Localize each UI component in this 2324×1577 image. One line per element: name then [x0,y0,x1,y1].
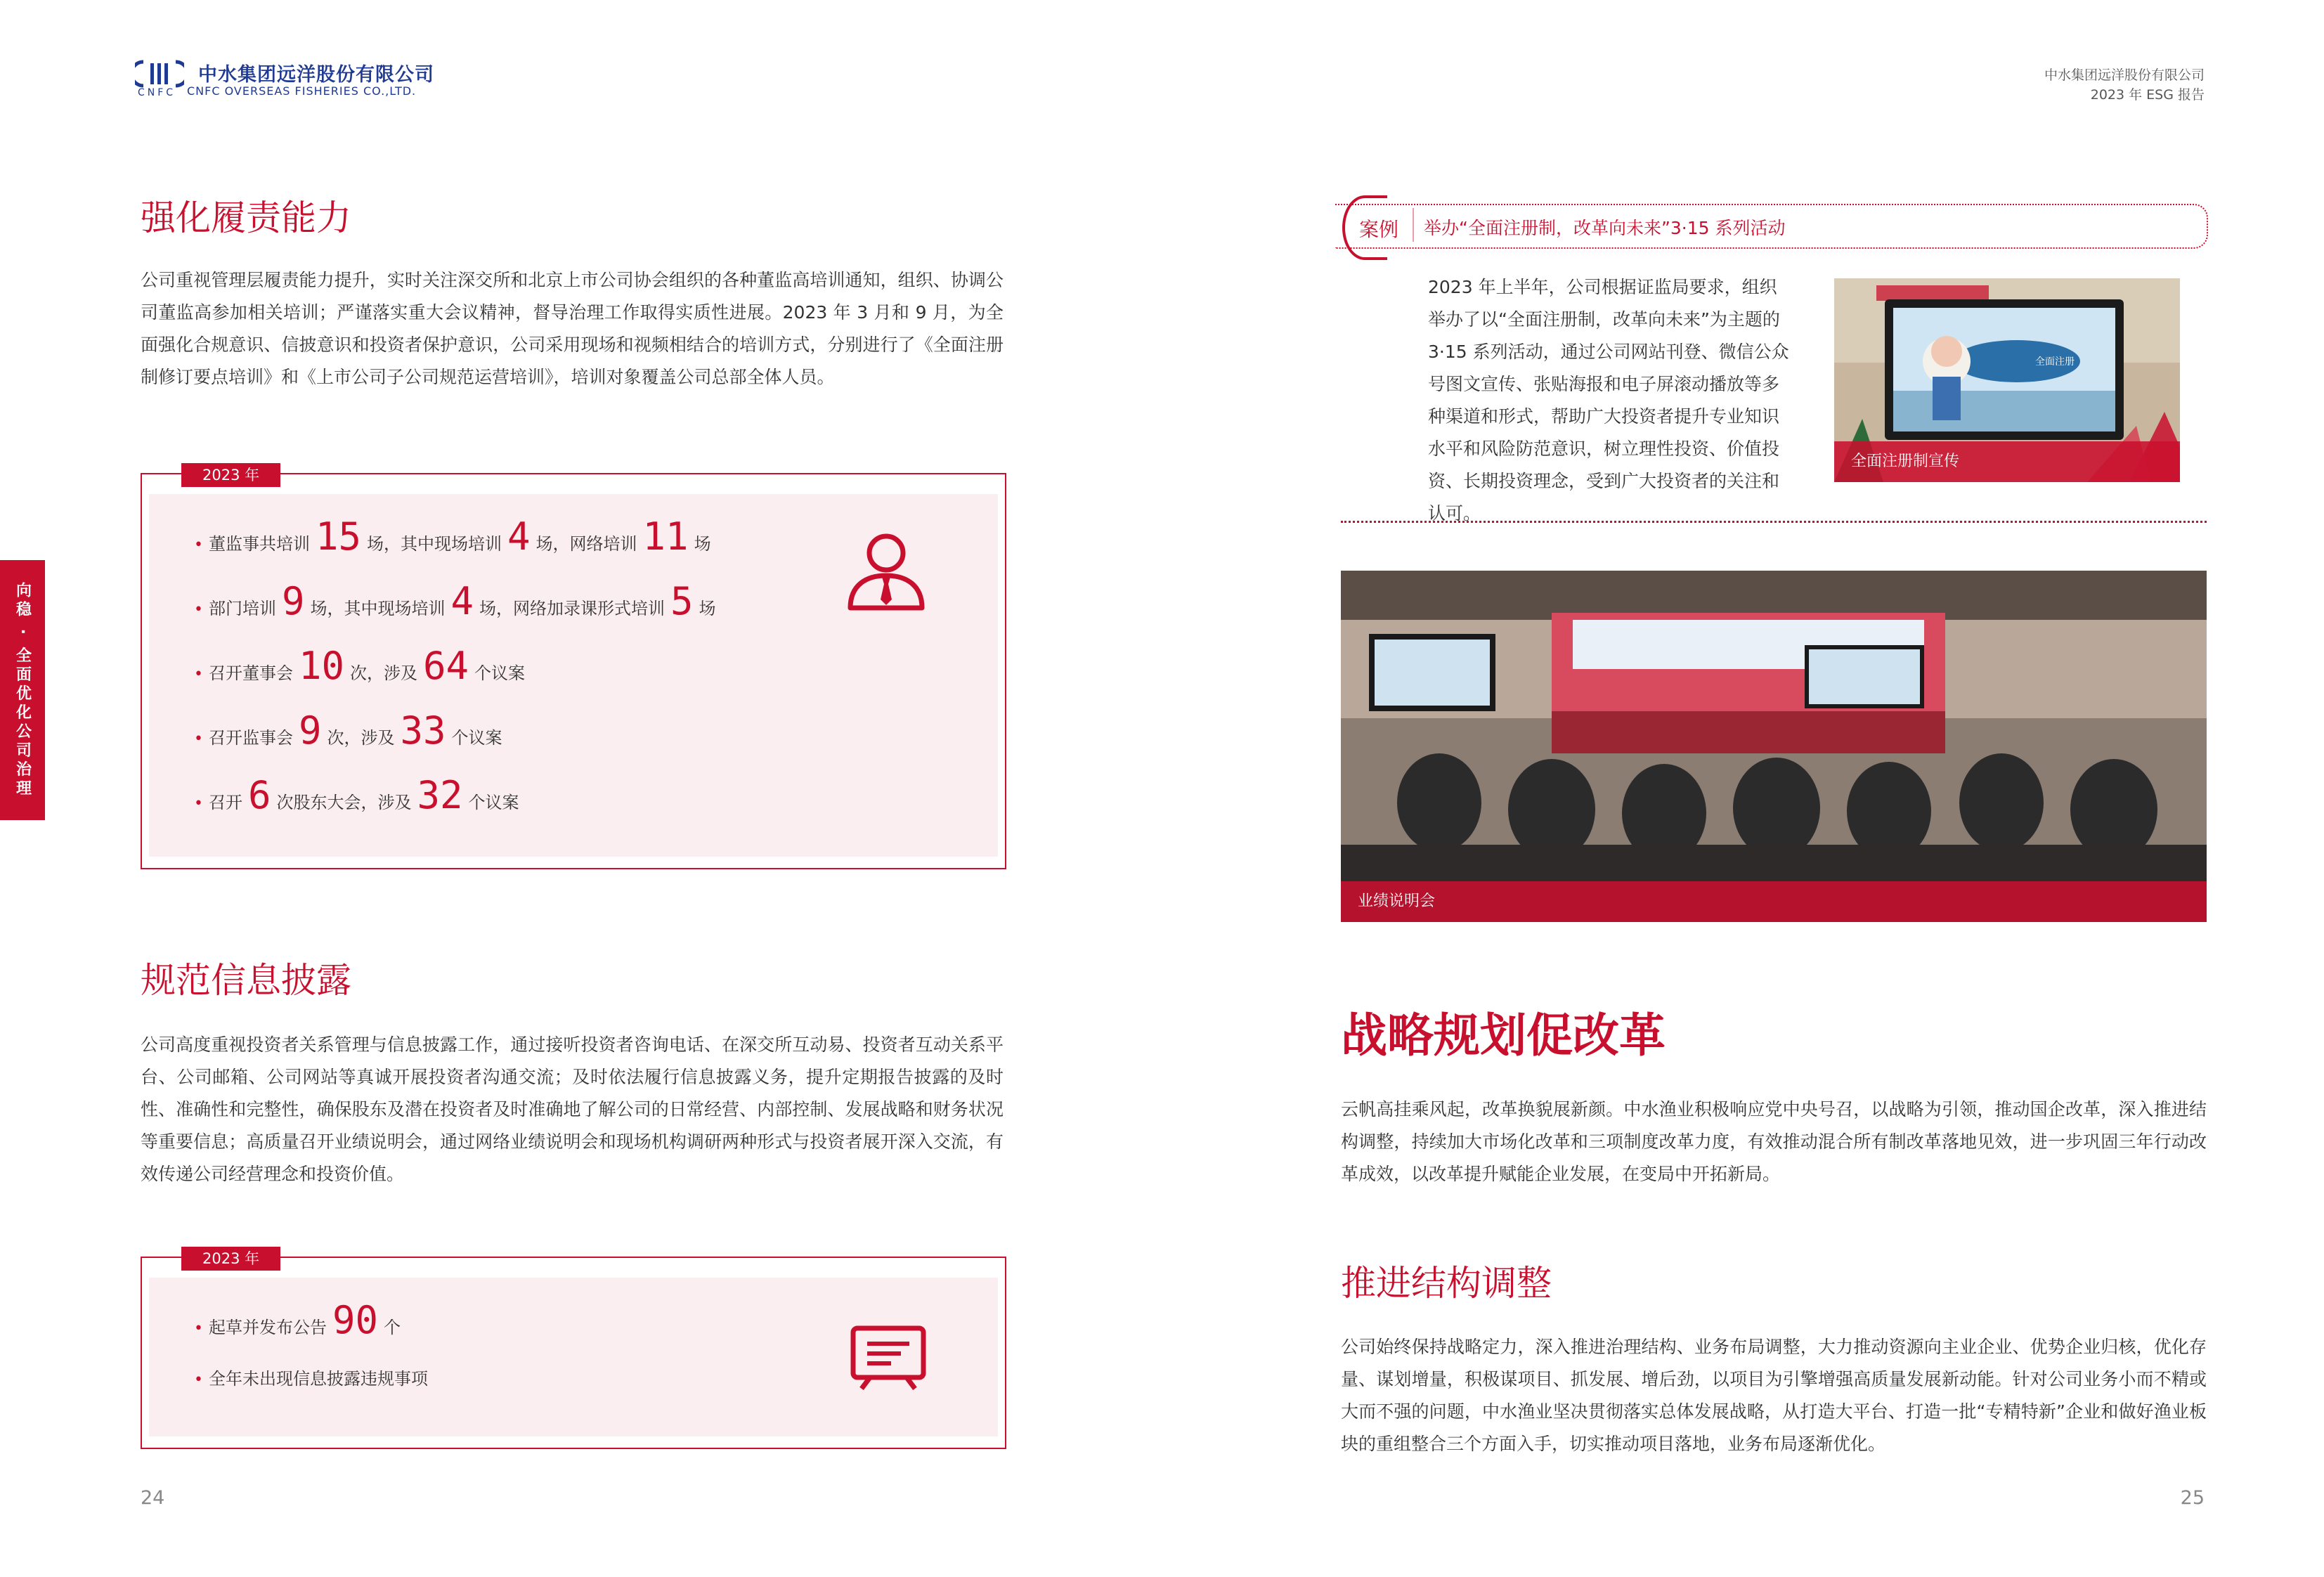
section-paragraph-structure: 公司始终保持战略定力，深入推进治理结构、业务布局调整，大力推动资源向主业企业、优势企业归核，优化存量、谋划增量，积极谋项目、抓发展、增后劲，以项目为引擎增强高质量发展新动能。针对公司业务小而不精或大而不强的问题，中水渔业坚决贯彻落实总体发展战略，从打造大平台、打造一批“专精特新”企业和做好渔业板块的重组整合三个方面入手，切实推动项目落地，业务布局逐渐优化。 [1341,1337,2207,1454]
case-title: 举办“全面注册制，改革向未来”3·15 系列活动 [1424,218,1786,238]
stat-item: • 召开董事会 10 次，涉及 64 个议案 [194,644,526,688]
stats-box-training [141,467,1006,869]
case-label: 案例 [1359,218,1399,241]
company-name-cn: 中水集团远洋股份有限公司 [198,64,434,86]
section-paragraph-strategy: 云帆高挂乘风起，改革换貌展新颜。中水渔业积极响应党中央号召，以战略为引领，推动国企改革，深入推进结构调整，持续加大市场化改革和三项制度改革力度，有效推动混合所有制改革落地见效，进一步巩固三年行动改革成效，以改革提升赋能企业发展，在变局中开拓新局。 [1341,1099,2207,1184]
stat-text: 召开董事会 [208,663,293,683]
stat-number: 32 [417,773,463,817]
stats-box-year-tag: 2023 年 [181,1247,280,1271]
section-heading-responsibility: 强化履责能力 [141,197,351,238]
stat-text: 场，其中现场培训 [367,534,502,554]
stat-text: 场 [694,534,711,554]
stat-number: 64 [423,644,469,688]
person-tie-icon [845,529,928,615]
case-divider [1413,208,1414,242]
stat-text: 部门培训 [208,599,276,618]
stat-item: • 起草并发布公告 90 个 [194,1298,401,1342]
company-name-en: CNFC OVERSEAS FISHERIES CO.,LTD. [187,84,417,98]
stat-item: • 全年未出现信息披露违规事项 [194,1365,428,1389]
stat-number: 33 [400,708,446,753]
stat-item: • 董监事共培训 15 场，其中现场培训 4 场，网络培训 11 场 [194,514,711,559]
section-paragraph-disclosure: 公司高度重视投资者关系管理与信息披露工作，通过接听投资者咨询电话、在深交所互动易、投资者互动关系平台、公司邮箱、公司网站等真诚开展投资者沟通交流；及时依法履行信息披露义务，提升定期报告披露的及时性、准确性和完整性，确保股东及潜在投资者及时准确地了解公司的日常经营、内部控制、发展战略和财务状况等重要信息；高质量召开业绩说明会，通过网络业绩说明会和现场机构调研两种形式与投资者展开深入交流，有效传递公司经营理念和投资价值。 [141,1034,1004,1184]
case-paragraph: 2023 年上半年，公司根据证监局要求，组织举办了以“全面注册制，改革向未来”为主题的 3·15 系列活动，通过公司网站刊登、微信公众号图文宣传、张贴海报和电子屏滚动播放等多种渠道和形式，帮助广大投资者提升专业知识水平和风险防范意识，树立理性投资、价值投资、长期投资理念，受到广大投资者的关注和认可。 [1428,277,1789,524]
stat-text: 全年未出现信息披露违规事项 [208,1369,428,1389]
stat-number: 90 [332,1298,379,1342]
company-logo-icon [135,59,184,89]
stat-text: 个议案 [474,663,526,683]
stat-text: 个议案 [451,728,502,748]
section-paragraph-responsibility: 公司重视管理层履责能力提升，实时关注深交所和北京上市公司协会组织的各种董监高培训通知，组织、协调公司董监高参加相关培训；严谨落实重大会议精神，督导治理工作取得实质性进展。2023 年 3 月和 9 月，为全面强化合规意识、信披意识和投资者保护意识，公司采用现场和视频相结合的培训方式，分别进行了《全面注册制修订要点培训》和《上市公司子公司规范运营培训》，培训对象覆盖公司总部全体人员。 [141,270,1004,387]
stat-number: 10 [298,644,345,688]
logo-abbr: CNFC [138,87,176,98]
stat-text: 董监事共培训 [208,534,310,554]
stat-item: • 部门培训 9 场，其中现场培训 4 场，网络加录课形式培训 5 场 [194,579,716,623]
stat-number: 9 [281,579,305,623]
stat-text: 召开 [208,793,242,812]
stat-number: 9 [298,708,322,753]
stat-number: 11 [642,514,689,559]
promo-photo [1834,278,2180,482]
meeting-photo-illustration [1341,571,2207,922]
stat-text: 个议案 [468,793,519,812]
photo-caption: 全面注册制宣传 [1834,441,2180,482]
stats-box-disclosure [141,1250,1006,1449]
page-number-left: 24 [141,1487,165,1509]
stats-box-year-tag: 2023 年 [181,463,280,487]
stat-number: 6 [247,773,271,817]
stat-number: 4 [507,514,531,559]
stat-text: 场 [699,599,716,618]
stat-text: 场，其中现场培训 [310,599,446,618]
stat-text: 个 [384,1318,401,1337]
chapter-side-tab [0,560,45,820]
stat-item: • 召开监事会 9 次，涉及 33 个议案 [194,708,502,753]
stat-number: 15 [315,514,362,559]
stat-text: 场，网络培训 [535,534,637,554]
stat-item: • 召开 6 次股东大会，涉及 32 个议案 [194,773,519,817]
screen-text: 全面注册 [2035,356,2075,368]
section-heading-structure: 推进结构调整 [1341,1263,1552,1304]
photo-caption: 业绩说明会 [1341,881,2207,922]
stat-text: 次股东大会，涉及 [276,793,412,812]
stat-text: 场，网络加录课形式培训 [479,599,666,618]
stat-text: 起草并发布公告 [208,1318,327,1337]
stat-text: 次，涉及 [350,663,418,683]
case-bottom-divider [1341,521,2207,523]
stat-number: 4 [450,579,474,623]
chapter-side-tab-label: 向稳 · 全面优化公司治理 [13,581,32,799]
header-report-title: 2023 年 ESG 报告 [2090,87,2205,103]
stat-number: 5 [670,579,694,623]
presentation-board-icon [849,1324,928,1394]
stat-text: 召开监事会 [208,728,293,748]
stat-text: 次，涉及 [327,728,395,748]
header-company: 中水集团远洋股份有限公司 [2044,67,2205,83]
page-number-right: 25 [2180,1487,2205,1509]
meeting-photo [1341,571,2207,922]
section-heading-disclosure: 规范信息披露 [141,960,351,1001]
section-heading-strategy: 战略规划促改革 [1341,1008,1666,1063]
